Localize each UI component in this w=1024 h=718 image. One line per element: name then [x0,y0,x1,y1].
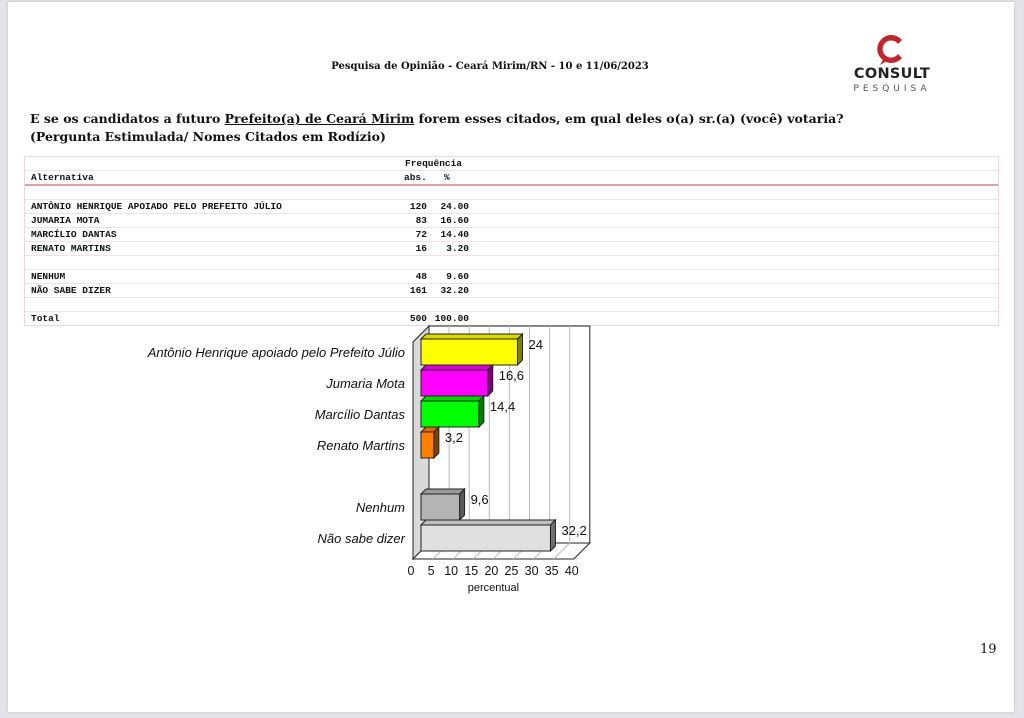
col-alternativa: Alternativa [31,172,94,183]
chart-x-tick-label: 15 [464,564,479,578]
logo-name: CONSULT [853,66,931,82]
row-pct: 9.60 [446,271,469,282]
col-pct: % [444,172,450,183]
chart-value-label: 9,6 [470,492,489,507]
row-label: NENHUM [31,271,66,282]
question-part2: forem esses citados, em qual deles o(a) sr.(a) (você) votaria? [414,111,844,126]
row-pct: 32.20 [440,285,469,296]
row-label: NÃO SABE DIZER [31,285,111,296]
report-header-title: Pesquisa de Opinião - Ceará Mirim/RN - 10 e 11/06/2023 [331,61,649,72]
row-label: MARCÍLIO DANTAS [31,229,117,240]
row-pct: 3.20 [446,243,469,254]
chart-x-tick-label: 25 [504,564,519,578]
chart-bar-side [460,489,465,520]
row-pct: 24.00 [440,201,469,212]
chart-value-label: 14,4 [489,399,516,414]
chart-bar [421,494,460,520]
row-label: ANTÔNIO HENRIQUE APOIADO PELO PREFEITO JÚLIO [31,201,282,212]
total-pct: 100.00 [434,313,469,324]
row-abs: 120 [409,201,427,212]
chart-category-labels [147,345,406,546]
chart-value-label: 3,2 [444,430,463,445]
row-pct: 16.60 [440,215,469,226]
chart-x-tick-label: 20 [484,564,499,578]
row-label: JUMARIA MOTA [31,215,100,226]
chart-category-label: Não sabe dizer [317,531,405,546]
chart-bar-side [479,396,484,427]
question-line2: (Pergunta Estimulada/ Nomes Citados em Rodízio) [30,129,386,144]
report-page [8,2,1014,712]
chart-bar [421,432,434,458]
chart-x-tick-label: 5 [427,564,435,578]
row-abs: 16 [415,243,427,254]
chart-category-label: Antônio Henrique apoiado pelo Prefeito Júlio [147,345,405,360]
row-abs: 161 [409,285,427,296]
chart-bar [421,339,517,365]
total-label: Total [31,313,60,324]
chart-bar-top [421,334,522,339]
freq-header: Frequência [405,158,463,169]
row-abs: 48 [415,271,427,282]
chart-bar-side [550,520,555,551]
chart-bar-side [488,365,493,396]
chart-x-ticks [408,564,579,578]
chart-x-tick-label: 35 [544,564,559,578]
question-part1: E se os candidatos a futuro [30,111,225,126]
row-pct: 14.40 [440,229,469,240]
chart-bar-side [434,427,439,458]
chart-category-label: Renato Martins [316,438,405,453]
chart-bar-top [421,396,484,401]
chart-value-label: 24 [528,337,543,352]
chart-value-label: 16,6 [498,368,525,383]
row-abs: 83 [415,215,427,226]
chart-value-label: 32,2 [561,523,587,538]
chart-bar-top [421,489,465,494]
chart-bar [421,525,550,551]
chart-x-axis-label: percentual [467,582,520,594]
chart-x-tick-label: 0 [407,564,415,578]
chart-category-label: Marcílio Dantas [314,407,405,422]
chart-x-tick-label: 10 [444,564,459,578]
page-number: 19 [980,642,997,657]
chart-bar-side [517,334,522,365]
chart-category-label: Jumaria Mota [326,376,405,391]
chart-category-label: Nenhum [355,500,405,515]
bar-chart [8,2,1014,712]
chart-x-tick-label: 40 [564,564,579,578]
question-underlined: Prefeito(a) de Ceará Mirim [224,111,415,126]
chart-x-tick-label: 30 [524,564,539,578]
chart-bar [421,370,488,396]
logo-subtitle: PESQUISA [853,84,931,94]
chart-bar-top [421,365,493,370]
col-abs: abs. [404,172,427,183]
chart-bar-top [421,520,555,525]
total-abs: 500 [409,313,427,324]
row-abs: 72 [415,229,427,240]
chart-bar [421,401,479,427]
row-label: RENATO MARTINS [31,243,111,254]
